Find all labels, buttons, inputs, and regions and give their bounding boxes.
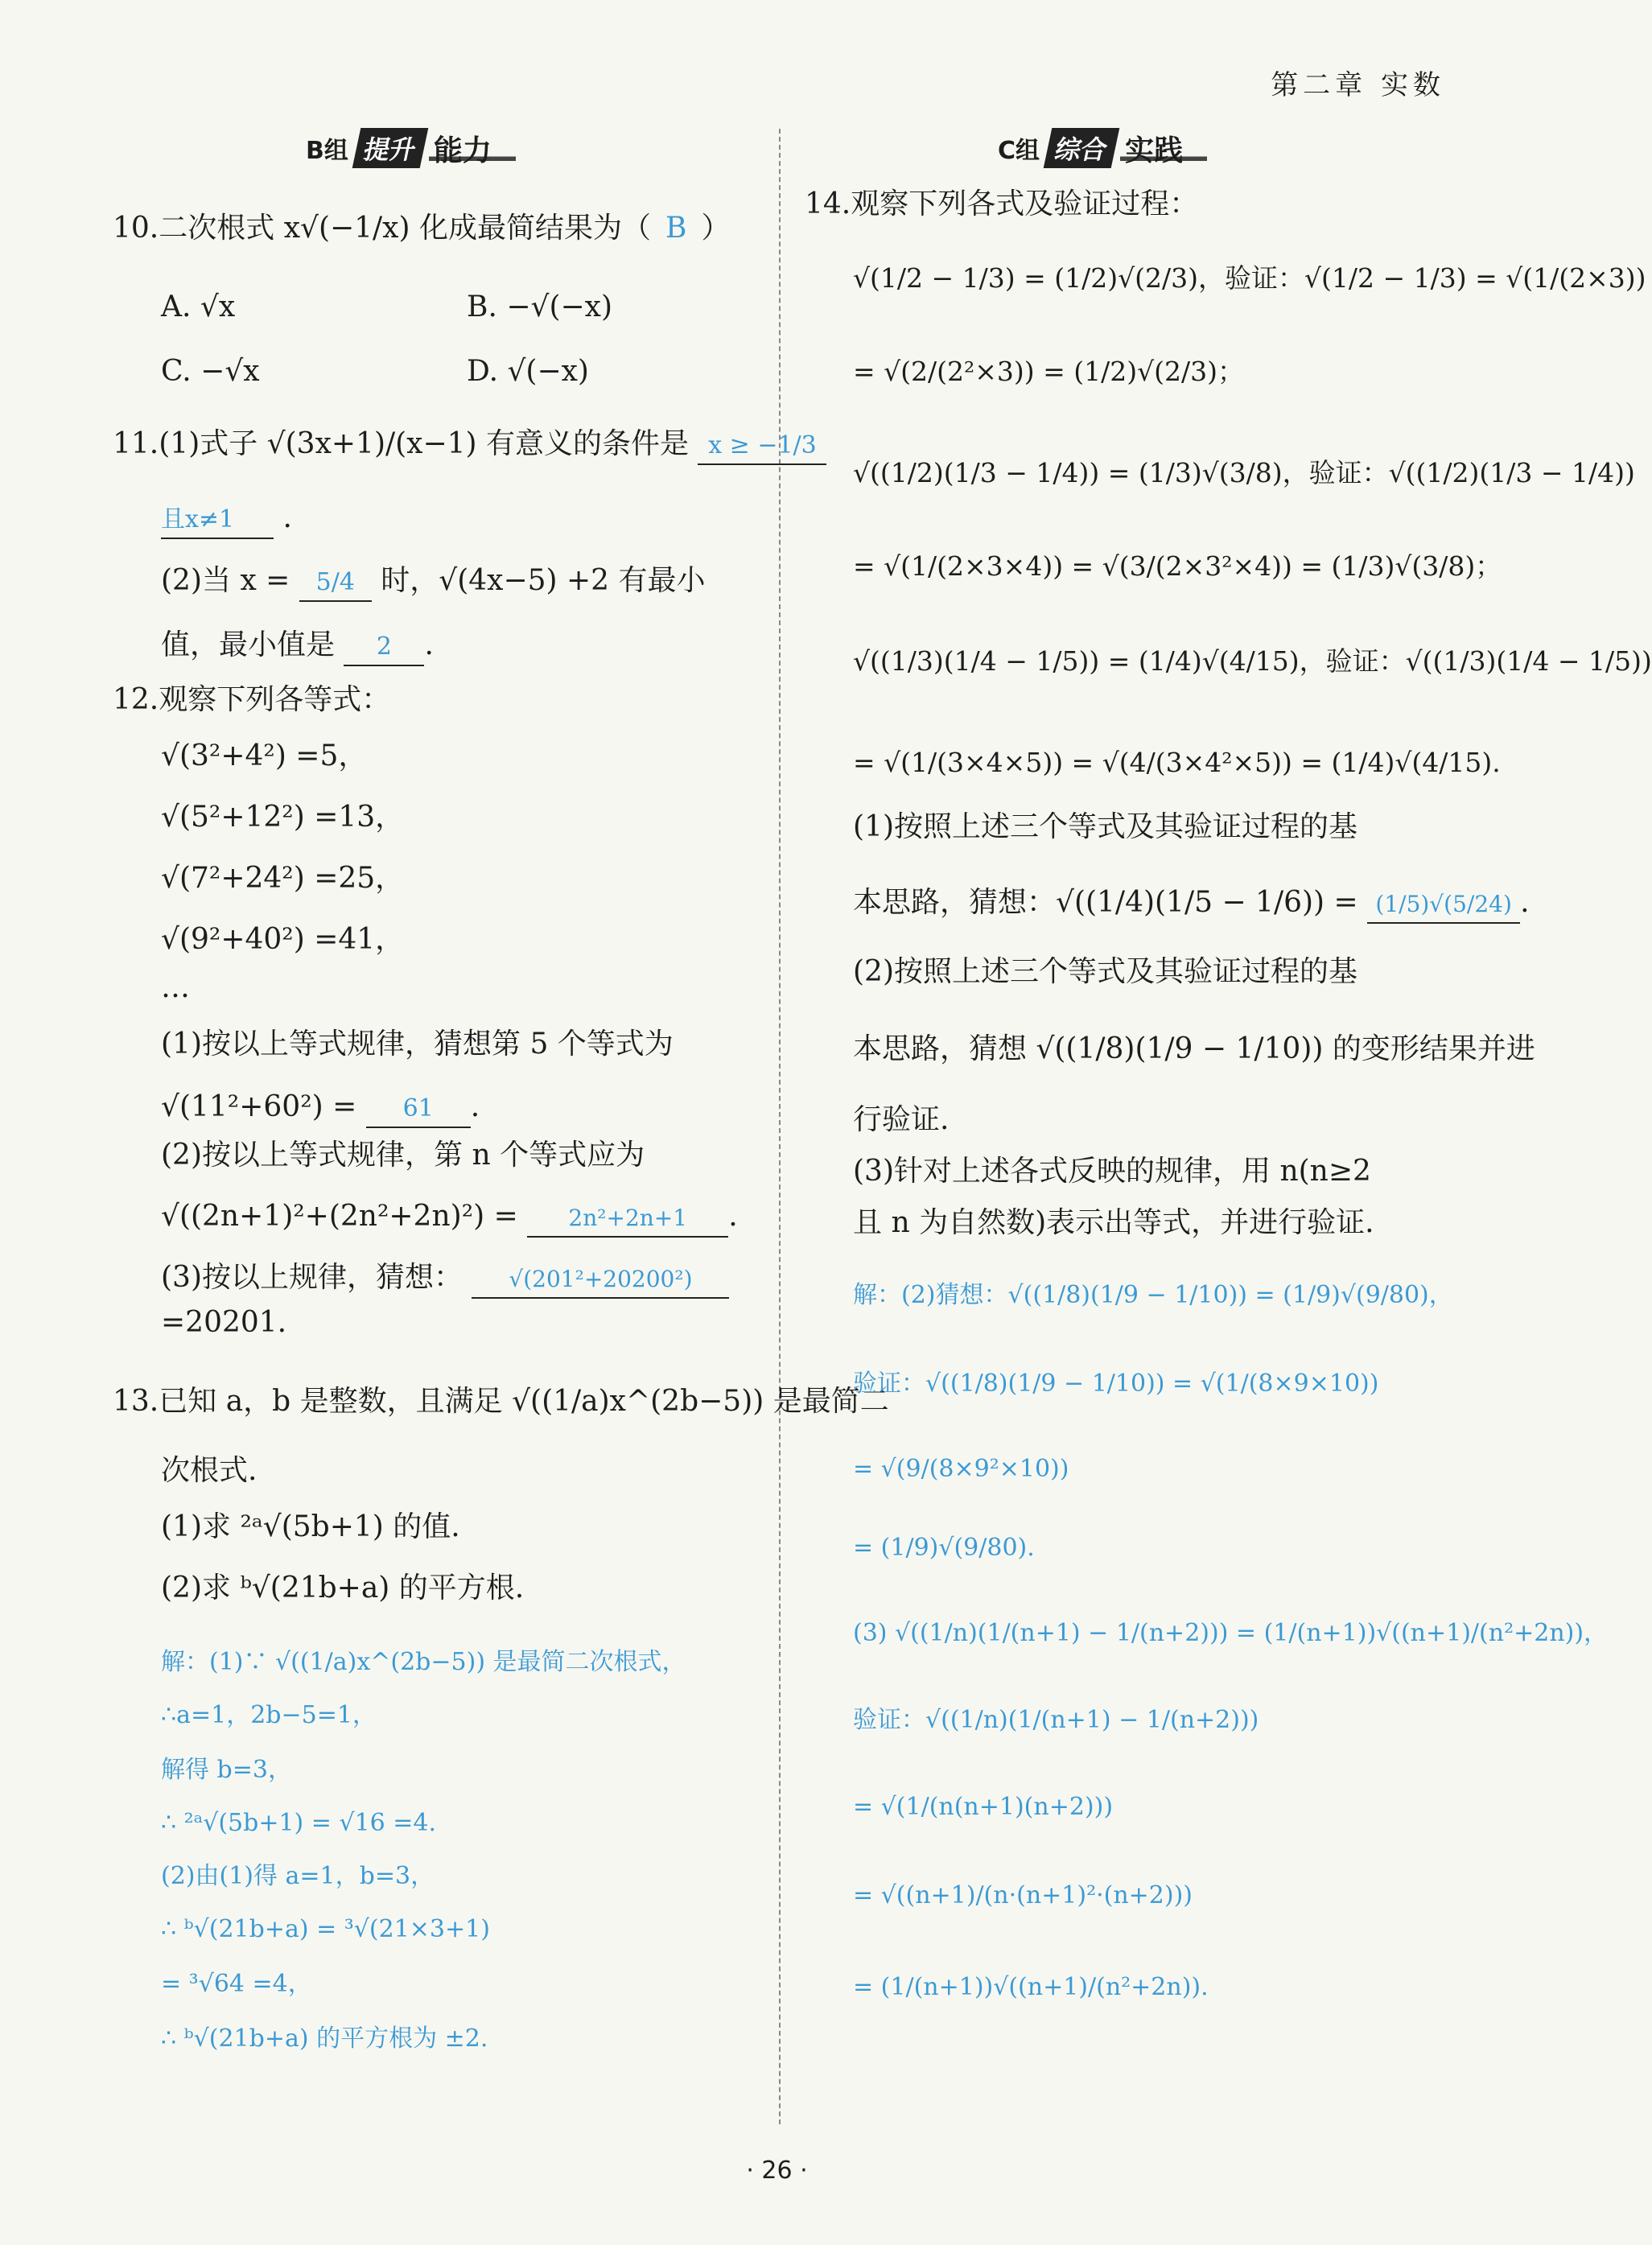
- banner-group-label: B组: [306, 137, 348, 165]
- banner-tag: 提升: [352, 128, 429, 168]
- q10-option-d: D. √(−x): [467, 355, 589, 388]
- q14-example2-cont: = √(1/(2×3×4)) = √(3/(2×3²×4)) = (1/3)√(3/8)；: [853, 550, 1502, 582]
- q13-stem: 13.已知 a，b 是整数，且满足 √((1/a)x^(2b−5)) 是最简二: [113, 1385, 889, 1418]
- banner-group-label: C组: [998, 137, 1040, 165]
- q14-answer-1: (1/5)√(5/24): [1367, 887, 1520, 924]
- banner-c-group: [998, 129, 1207, 167]
- banner-tag: 综合: [1044, 128, 1120, 168]
- q14-part2-cont: 本思路，猜想 √((1/8)(1/9 − 1/10)) 的变形结果并进: [853, 1032, 1535, 1065]
- q11-part1: 11.(1)式子 √(3x+1)/(x−1) 有意义的条件是 x ≥ −1/3: [113, 426, 826, 465]
- q11-answer-2: 且x≠1: [161, 502, 274, 539]
- q12-part3: (3)按以上规律，猜想： √(201²+20200²): [161, 1260, 729, 1299]
- q11-answer-x: 5/4: [299, 565, 372, 602]
- q11-answer-1: x ≥ −1/3: [698, 428, 826, 465]
- q14-solution-line-1: 解：(2)猜想：√((1/8)(1/9 − 1/10)) = (1/9)√(9/80)，: [853, 1281, 1453, 1309]
- q12-part1: (1)按以上等式规律，猜想第 5 个等式为: [161, 1028, 674, 1061]
- q14-example3: √((1/3)(1/4 − 1/5)) = (1/4)√(4/15)，验证：√((1/3)(1/4 − 1/5)): [853, 645, 1652, 677]
- q12-answer-3: √(201²+20200²): [472, 1262, 729, 1299]
- q12-eq4: √(9²+40²) =41，: [161, 923, 405, 956]
- q13-solution-line-8: ∴ ᵇ√(21b+a) 的平方根为 ±2.: [161, 2025, 488, 2053]
- q12-eq3: √(7²+24²) =25，: [161, 862, 405, 895]
- q11-part2: (2)当 x = 5/4 时，√(4x−5) +2 有最小: [161, 563, 706, 602]
- q12-part2: (2)按以上等式规律，第 n 个等式应为: [161, 1139, 645, 1172]
- q12-eq2: √(5²+12²) =13，: [161, 801, 405, 834]
- q13-solution-line-2: ∴a=1，2b−5=1，: [161, 1701, 377, 1729]
- q13-solution-line-6: ∴ ᵇ√(21b+a) = ³√(21×3+1): [161, 1915, 490, 1943]
- q12-part2-eq: √((2n+1)²+(2n²+2n)²) = 2n²+2n+1 .: [161, 1199, 738, 1238]
- q10-answer: B: [665, 212, 687, 245]
- q13-solution-line-3: 解得 b=3，: [161, 1756, 292, 1784]
- q12-part1-eq: √(11²+60²) = 61 .: [161, 1090, 480, 1128]
- page-number: · 26 ·: [746, 2156, 808, 2185]
- q11-part2-cont: 值，最小值是 2 .: [161, 628, 434, 666]
- q14-solution-line-6: 验证：√((1/n)(1/(n+1) − 1/(n+2))): [853, 1706, 1259, 1734]
- q14-solution-line-2: 验证：√((1/8)(1/9 − 1/10)) = √(1/(8×9×10)): [853, 1370, 1379, 1398]
- q13-part1: (1)求 ²ᵃ√(5b+1) 的值.: [161, 1510, 460, 1543]
- q13-solution-line-1: 解：(1)∵ √((1/a)x^(2b−5)) 是最简二次根式，: [161, 1648, 686, 1676]
- banner-title: 实践: [1120, 128, 1207, 169]
- q14-part1: (1)按照上述三个等式及其验证过程的基: [853, 810, 1357, 843]
- q14-part2-cont2: 行验证.: [853, 1103, 950, 1136]
- q12-answer-2: 2n²+2n+1: [527, 1201, 728, 1238]
- q10-option-c: C. −√x: [161, 355, 260, 388]
- q10-stem: 10.二次根式 x√(−1/x) 化成最简结果为（ B ）: [113, 212, 731, 245]
- q10-option-a: A. √x: [161, 290, 236, 323]
- q12-stem: 12.观察下列各等式：: [113, 683, 391, 716]
- q12-ellipsis: …: [161, 971, 190, 1004]
- q11-answer-min: 2: [344, 629, 424, 666]
- q14-part3: (3)针对上述各式反映的规律，用 n(n≥2: [853, 1155, 1371, 1188]
- q14-part2: (2)按照上述三个等式及其验证过程的基: [853, 955, 1357, 988]
- chapter-header: 第二章 实数: [1271, 69, 1445, 101]
- q14-example1-cont: = √(2/(2²×3)) = (1/2)√(2/3)；: [853, 356, 1245, 387]
- q12-eq1: √(3²+4²) =5，: [161, 739, 368, 772]
- q14-solution-line-5: (3) √((1/n)(1/(n+1) − 1/(n+2))) = (1/(n+1))√((n+1)/(n²+2n))，: [853, 1619, 1609, 1647]
- q13-solution-line-7: = ³√64 =4，: [161, 1970, 312, 1998]
- q14-solution-line-4: = (1/9)√(9/80).: [853, 1534, 1035, 1562]
- banner-title: 能力: [429, 128, 516, 169]
- q14-example1: √(1/2 − 1/3) = (1/2)√(2/3)，验证：√(1/2 − 1/3) = √(1/(2×3)): [853, 262, 1646, 294]
- q10-option-b: B. −√(−x): [467, 290, 613, 323]
- q13-part2: (2)求 ᵇ√(21b+a) 的平方根.: [161, 1572, 525, 1604]
- q14-example3-cont: = √(1/(3×4×5)) = √(4/(3×4²×5)) = (1/4)√(4/15).: [853, 747, 1501, 778]
- q14-example2: √((1/2)(1/3 − 1/4)) = (1/3)√(3/8)，验证：√((1/2)(1/3 − 1/4)): [853, 457, 1635, 488]
- q14-part3-cont: 且 n 为自然数)表示出等式，并进行验证.: [853, 1206, 1374, 1239]
- q14-solution-line-7: = √(1/(n(n+1)(n+2))): [853, 1793, 1114, 1821]
- q12-part3-cont: =20201.: [161, 1306, 287, 1339]
- q12-answer-1: 61: [366, 1091, 471, 1128]
- banner-b-group: [306, 129, 516, 167]
- q14-solution-line-8: = √((n+1)/(n·(n+1)²·(n+2))): [853, 1881, 1193, 1909]
- q14-stem: 14.观察下列各式及验证过程：: [805, 187, 1199, 220]
- q14-solution-line-3: = √(9/(8×9²×10)): [853, 1455, 1069, 1483]
- q14-part1-cont: 本思路，猜想：√((1/4)(1/5 − 1/6)) = (1/5)√(5/24) .: [853, 885, 1530, 924]
- q13-solution-line-5: (2)由(1)得 a=1，b=3，: [161, 1862, 435, 1890]
- q14-solution-line-9: = (1/(n+1))√((n+1)/(n²+2n)).: [853, 1973, 1209, 2001]
- q11-part1-cont: 且x≠1 .: [161, 500, 292, 539]
- q13-solution-line-4: ∴ ²ᵃ√(5b+1) = √16 =4.: [161, 1809, 437, 1837]
- q13-stem-cont: 次根式.: [161, 1454, 257, 1487]
